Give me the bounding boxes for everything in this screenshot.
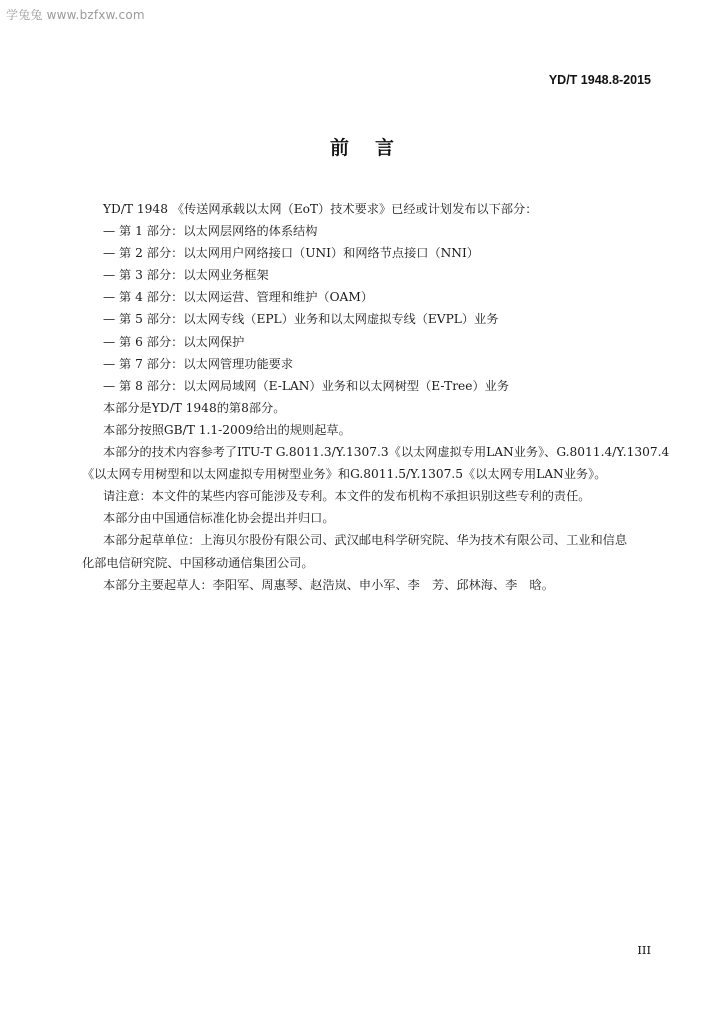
list-item-part-2: — 第 2 部分：以太网用户网络接口（UNI）和网络节点接口（NNI） (103, 246, 479, 261)
proposer-statement: 本部分由中国通信标准化协会提出并归口。 (103, 511, 335, 526)
drafting-units-line-2: 化部电信研究院、中国移动通信集团公司。 (82, 555, 314, 570)
page-number: III (637, 943, 651, 957)
foreword-body (82, 198, 670, 596)
list-item-part-1: — 第 1 部分：以太网层网络的体系结构 (103, 224, 318, 239)
reference-statement-line-2: 《以太网专用树型和以太网虚拟专用树型业务》和G.8011.5/Y.1307.5《以太网专用LAN业务》。 (82, 467, 607, 482)
standard-code: YD/T 1948.8-2015 (548, 73, 651, 87)
part-statement: 本部分是YD/T 1948的第8部分。 (103, 400, 286, 415)
reference-statement-line-1: 本部分的技术内容参考了ITU-T G.8011.3/Y.1307.3《以太网虚拟专用LAN业务》、G.8011.4/Y.1307.4 (103, 445, 670, 460)
list-item-part-4: — 第 4 部分：以太网运营、管理和维护（OAM） (103, 290, 374, 305)
drafting-rules-statement: 本部分按照GB/T 1.1-2009给出的规则起草。 (103, 422, 351, 437)
list-item-part-3: — 第 3 部分：以太网业务框架 (103, 268, 269, 283)
list-item-part-7: — 第 7 部分：以太网管理功能要求 (103, 356, 294, 371)
watermark-text: 学兔兔 www.bzfxw.com (6, 8, 145, 22)
patent-notice: 请注意：本文件的某些内容可能涉及专利。本文件的发布机构不承担识别这些专利的责任。 (103, 489, 591, 504)
intro-paragraph: YD/T 1948 《传送网承载以太网（EoT）技术要求》已经或计划发布以下部分： (103, 202, 538, 216)
page-title: 前言 (329, 137, 420, 159)
main-drafters: 本部分主要起草人：李阳军、周惠琴、赵浩岚、申小军、李 芳、邱林海、李 晗。 (103, 577, 554, 592)
list-item-part-6: — 第 6 部分：以太网保护 (103, 334, 245, 349)
list-item-part-5: — 第 5 部分：以太网专线（EPL）业务和以太网虚拟专线（EVPL）业务 (103, 312, 499, 327)
list-item-part-8: — 第 8 部分：以太网局域网（E-LAN）业务和以太网树型（E-Tree）业务 (103, 378, 510, 393)
drafting-units-line-1: 本部分起草单位：上海贝尔股份有限公司、武汉邮电科学研究院、华为技术有限公司、工业和信息 (103, 533, 628, 548)
